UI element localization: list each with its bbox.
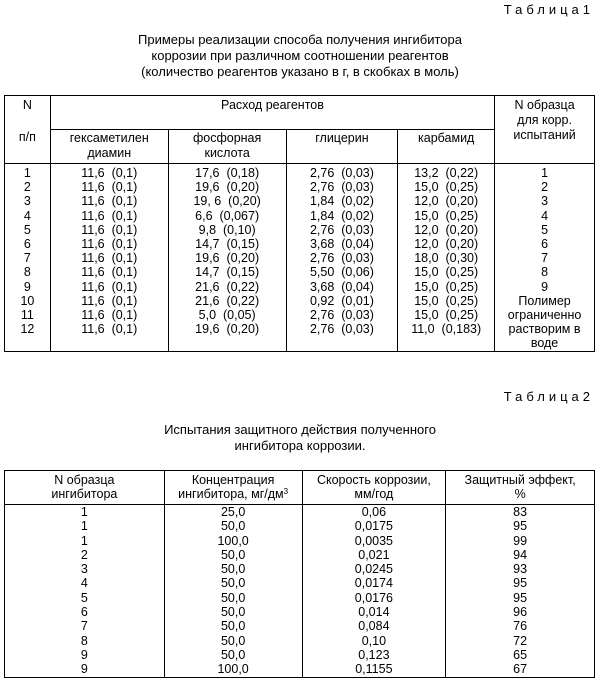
t1-cell-glyc: 3,68 (0,04) [286, 237, 398, 251]
t2-cell-rate: 0,084 [302, 619, 446, 633]
table-row [5, 576, 595, 590]
t2-cell-sample: 6 [5, 605, 165, 619]
t2-cell-rate: 0,0175 [302, 519, 446, 533]
t1-cell-phos: 9,8 (0,10) [168, 223, 286, 237]
t1-cell-carb: 15,0 (0,25) [398, 265, 495, 279]
t1-cell-glyc: 2,76 (0,03) [286, 223, 398, 237]
t1-cell-hexa: 11,6 (0,1) [50, 308, 168, 322]
t1-cell-carb: 12,0 (0,20) [398, 237, 495, 251]
t2-cell-conc: 50,0 [164, 548, 302, 562]
t2-cell-sample: 5 [5, 591, 165, 605]
t2-cell-rate: 0,0176 [302, 591, 446, 605]
table-row [5, 265, 595, 279]
table-row [5, 634, 595, 648]
table-row [5, 336, 595, 351]
t1-cell-glyc: 1,84 (0,02) [286, 209, 398, 223]
t1-header-carb: карбамид [398, 130, 495, 164]
t1-cell-glyc: 1,84 (0,02) [286, 194, 398, 208]
t1-header-phos: фосфорная кислота [168, 130, 286, 164]
t2-cell-conc: 50,0 [164, 576, 302, 590]
t2-cell-conc: 50,0 [164, 634, 302, 648]
t1-cell-carb [398, 336, 495, 351]
t1-cell-phos: 19,6 (0,20) [168, 322, 286, 336]
t1-cell-hexa: 11,6 (0,1) [50, 194, 168, 208]
t1-cell-hexa [50, 336, 168, 351]
table-row [5, 209, 595, 223]
table1-title-line: коррозии при различном соотношении реагентов [151, 48, 449, 63]
t1-header-n: N п/п [5, 96, 51, 164]
table-row [5, 164, 595, 181]
t2-cell-sample: 1 [5, 505, 165, 520]
t1-cell-sample: ограниченно [495, 308, 595, 322]
t1-cell-phos: 19,6 (0,20) [168, 251, 286, 265]
t2-cell-conc: 50,0 [164, 562, 302, 576]
t1-cell-phos: 21,6 (0,22) [168, 280, 286, 294]
table2 [4, 470, 595, 678]
table-row [5, 662, 595, 677]
t2-cell-eff: 99 [446, 534, 595, 548]
t1-cell-n [5, 336, 51, 351]
table-row [5, 548, 595, 562]
table-row [5, 648, 595, 662]
t1-cell-phos: 14,7 (0,15) [168, 265, 286, 279]
t2-cell-eff: 72 [446, 634, 595, 648]
t2-cell-eff: 95 [446, 576, 595, 590]
t1-cell-carb: 12,0 (0,20) [398, 223, 495, 237]
t1-header-group: Расход реагентов [50, 96, 494, 130]
t1-cell-phos [168, 336, 286, 351]
t2-cell-eff: 96 [446, 605, 595, 619]
t1-cell-glyc [286, 336, 398, 351]
t2-cell-eff: 93 [446, 562, 595, 576]
t2-cell-eff: 95 [446, 591, 595, 605]
t1-cell-hexa: 11,6 (0,1) [50, 251, 168, 265]
t1-cell-n: 12 [5, 322, 51, 336]
t1-cell-carb: 15,0 (0,25) [398, 180, 495, 194]
t2-cell-sample: 1 [5, 519, 165, 533]
t1-cell-carb: 15,0 (0,25) [398, 209, 495, 223]
t1-cell-carb: 15,0 (0,25) [398, 280, 495, 294]
t1-cell-sample: Полимер [495, 294, 595, 308]
table-row [5, 562, 595, 576]
t1-cell-phos: 17,6 (0,18) [168, 164, 286, 181]
t1-cell-n: 9 [5, 280, 51, 294]
t1-cell-sample: 4 [495, 209, 595, 223]
t1-cell-sample: 2 [495, 180, 595, 194]
t2-cell-sample: 8 [5, 634, 165, 648]
table2-title-line: ингибитора коррозии. [234, 438, 366, 453]
t1-cell-hexa: 11,6 (0,1) [50, 265, 168, 279]
t1-cell-hexa: 11,6 (0,1) [50, 209, 168, 223]
t1-cell-carb: 11,0 (0,183) [398, 322, 495, 336]
t2-cell-conc: 50,0 [164, 648, 302, 662]
t2-cell-conc: 50,0 [164, 619, 302, 633]
table-row [5, 322, 595, 336]
t2-cell-rate: 0,0245 [302, 562, 446, 576]
t1-cell-n: 3 [5, 194, 51, 208]
table2-title [0, 422, 600, 454]
t1-cell-sample: 8 [495, 265, 595, 279]
t1-cell-phos: 21,6 (0,22) [168, 294, 286, 308]
t1-cell-phos: 14,7 (0,15) [168, 237, 286, 251]
t1-cell-n: 2 [5, 180, 51, 194]
table1 [4, 95, 595, 352]
t1-cell-hexa: 11,6 (0,1) [50, 237, 168, 251]
t2-cell-eff: 95 [446, 519, 595, 533]
table-row [5, 180, 595, 194]
table-row [5, 194, 595, 208]
t1-cell-n: 8 [5, 265, 51, 279]
table-row [5, 505, 595, 520]
t2-cell-sample: 9 [5, 662, 165, 677]
t1-cell-glyc: 2,76 (0,03) [286, 164, 398, 181]
table-row [5, 280, 595, 294]
t2-cell-sample: 1 [5, 534, 165, 548]
t1-cell-n: 7 [5, 251, 51, 265]
t1-cell-hexa: 11,6 (0,1) [50, 223, 168, 237]
t2-cell-sample: 2 [5, 548, 165, 562]
t1-cell-glyc: 3,68 (0,04) [286, 280, 398, 294]
t2-cell-sample: 9 [5, 648, 165, 662]
t1-cell-n: 4 [5, 209, 51, 223]
table-row [5, 619, 595, 633]
t1-cell-phos: 19, 6 (0,20) [168, 194, 286, 208]
table1-title-line: (количество реагентов указано в г, в скобках в моль) [141, 64, 459, 79]
t1-cell-hexa: 11,6 (0,1) [50, 322, 168, 336]
t2-cell-eff: 83 [446, 505, 595, 520]
t2-cell-conc: 100,0 [164, 534, 302, 548]
t1-cell-sample: 6 [495, 237, 595, 251]
t1-cell-sample: 7 [495, 251, 595, 265]
t1-cell-phos: 6,6 (0,067) [168, 209, 286, 223]
t2-cell-rate: 0,014 [302, 605, 446, 619]
table-row [5, 519, 595, 533]
t2-cell-rate: 0,0035 [302, 534, 446, 548]
table-row [5, 534, 595, 548]
t1-cell-glyc: 2,76 (0,03) [286, 180, 398, 194]
t2-header-conc: Концентрация ингибитора, $мг/дм^3$ [164, 471, 302, 505]
table1-title-line: Примеры реализации способа получения ингибитора [138, 32, 462, 47]
t2-cell-rate: 0,0174 [302, 576, 446, 590]
t1-cell-n: 11 [5, 308, 51, 322]
t2-cell-rate: 0,123 [302, 648, 446, 662]
t2-cell-sample: 4 [5, 576, 165, 590]
t1-cell-hexa: 11,6 (0,1) [50, 294, 168, 308]
t1-cell-carb: 13,2 (0,22) [398, 164, 495, 181]
table-row [5, 223, 595, 237]
t1-cell-sample: 5 [495, 223, 595, 237]
t2-cell-eff: 94 [446, 548, 595, 562]
t1-cell-carb: 15,0 (0,25) [398, 308, 495, 322]
t2-cell-sample: 3 [5, 562, 165, 576]
t1-cell-sample: растворим в [495, 322, 595, 336]
t1-cell-n: 6 [5, 237, 51, 251]
t2-cell-conc: 25,0 [164, 505, 302, 520]
t1-cell-sample: воде [495, 336, 595, 351]
t2-cell-eff: 67 [446, 662, 595, 677]
t1-cell-n: 1 [5, 164, 51, 181]
t1-header-glyc: глицерин [286, 130, 398, 164]
table-row [5, 308, 595, 322]
t1-header-hexa: гексаметилен диамин [50, 130, 168, 164]
t2-cell-conc: 100,0 [164, 662, 302, 677]
table-row [5, 237, 595, 251]
t2-header-eff: Защитный эффект, % [446, 471, 595, 505]
t1-cell-carb: 15,0 (0,25) [398, 294, 495, 308]
t1-cell-glyc: 2,76 (0,03) [286, 251, 398, 265]
t1-cell-carb: 18,0 (0,30) [398, 251, 495, 265]
t2-header-rate: Скорость коррозии, мм/год [302, 471, 446, 505]
t1-cell-phos: 19,6 (0,20) [168, 180, 286, 194]
t1-cell-carb: 12,0 (0,20) [398, 194, 495, 208]
t1-cell-glyc: 2,76 (0,03) [286, 322, 398, 336]
t2-cell-eff: 65 [446, 648, 595, 662]
t2-cell-rate: 0,10 [302, 634, 446, 648]
t1-header-sample: N образца для корр. испытаний [495, 96, 595, 164]
t2-cell-sample: 7 [5, 619, 165, 633]
t1-cell-sample: 1 [495, 164, 595, 181]
t2-cell-eff: 76 [446, 619, 595, 633]
table2-title-line: Испытания защитного действия полученного [164, 422, 436, 437]
table-row [5, 294, 595, 308]
t1-cell-hexa: 11,6 (0,1) [50, 180, 168, 194]
t2-header-sample: N образца ингибитора [5, 471, 165, 505]
t1-cell-glyc: 2,76 (0,03) [286, 308, 398, 322]
t1-cell-sample: 3 [495, 194, 595, 208]
t1-cell-n: 5 [5, 223, 51, 237]
t1-cell-glyc: 5,50 (0,06) [286, 265, 398, 279]
t2-cell-rate: 0,1155 [302, 662, 446, 677]
table-row [5, 251, 595, 265]
t2-cell-rate: 0,06 [302, 505, 446, 520]
t2-cell-conc: 50,0 [164, 591, 302, 605]
table-row [5, 591, 595, 605]
t2-cell-rate: 0,021 [302, 548, 446, 562]
t1-cell-hexa: 11,6 (0,1) [50, 164, 168, 181]
t1-cell-phos: 5,0 (0,05) [168, 308, 286, 322]
table-row [5, 605, 595, 619]
table1-title [0, 32, 600, 80]
t2-cell-conc: 50,0 [164, 605, 302, 619]
table2-label: Таблица2 [503, 389, 594, 404]
table1-label: Таблица1 [503, 2, 594, 17]
t1-cell-hexa: 11,6 (0,1) [50, 280, 168, 294]
t2-cell-conc: 50,0 [164, 519, 302, 533]
t1-cell-glyc: 0,92 (0,01) [286, 294, 398, 308]
t1-cell-sample: 9 [495, 280, 595, 294]
t1-cell-n: 10 [5, 294, 51, 308]
